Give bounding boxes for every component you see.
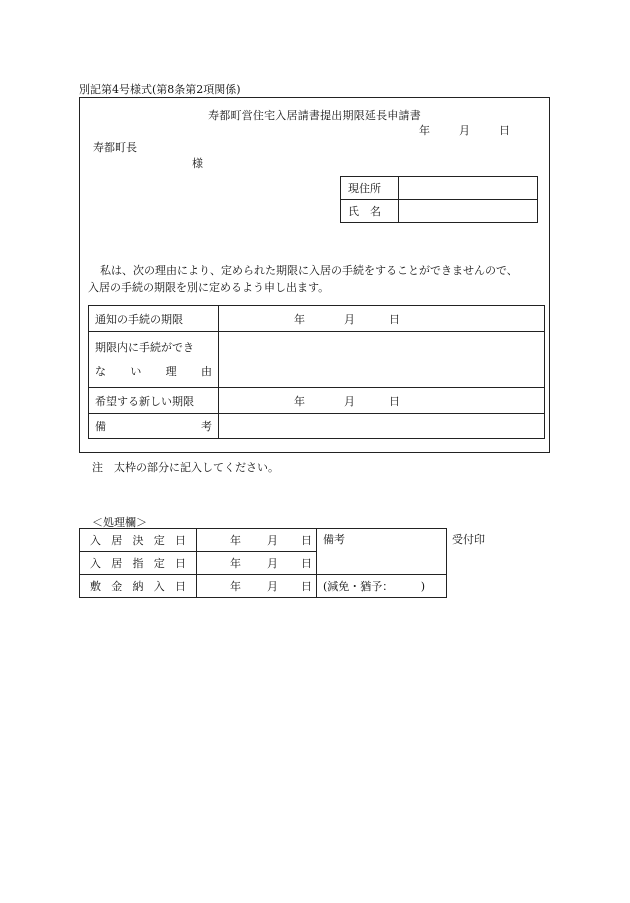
name-field[interactable] bbox=[399, 200, 538, 223]
designated-year-label: 年 bbox=[230, 557, 241, 570]
reason-label-line-2 bbox=[95, 360, 212, 384]
remarks-char-1: 備 bbox=[95, 420, 106, 433]
deposit-month-label: 月 bbox=[267, 580, 278, 593]
desired-day-label: 日 bbox=[389, 394, 400, 408]
deposit-date-label: 敷 金 納 入 日 bbox=[90, 580, 186, 593]
remarks-field[interactable] bbox=[219, 414, 545, 439]
desired-deadline-label: 希望する新しい期限 bbox=[89, 388, 219, 414]
statement-line-1: 私は、次の理由により、定められた期限に入居の手続をすることができませんので、 bbox=[100, 264, 518, 277]
date-month-label: 月 bbox=[459, 124, 470, 137]
deposit-day-label: 日 bbox=[301, 580, 312, 593]
processing-row-label bbox=[80, 575, 197, 598]
decision-date-field[interactable] bbox=[197, 529, 317, 552]
notice-month-label: 月 bbox=[344, 312, 355, 326]
processing-remarks-label: 備考 bbox=[323, 533, 345, 546]
notice-day-label: 日 bbox=[389, 312, 400, 326]
desired-year-label: 年 bbox=[294, 394, 305, 408]
exemption-text: (減免・猶予： ) bbox=[323, 580, 426, 593]
form-reference: 別記第4号様式(第8条第2項関係) bbox=[79, 83, 241, 96]
address-field[interactable] bbox=[399, 177, 538, 200]
processing-remarks-cell[interactable] bbox=[317, 529, 447, 575]
decision-year-label: 年 bbox=[230, 534, 241, 547]
application-form-frame bbox=[79, 97, 550, 453]
deadline-reason-table bbox=[88, 305, 545, 439]
date-day-label: 日 bbox=[499, 124, 510, 137]
exemption-cell[interactable] bbox=[317, 575, 447, 598]
processing-row-label bbox=[80, 529, 197, 552]
honorific: 様 bbox=[192, 157, 203, 170]
decision-date-label: 入 居 決 定 日 bbox=[90, 534, 186, 547]
reason-char-4: 由 bbox=[200, 364, 212, 378]
name-label: 氏 名 bbox=[341, 200, 399, 223]
notice-year-label: 年 bbox=[294, 312, 305, 326]
reason-field[interactable] bbox=[219, 332, 545, 388]
designated-date-field[interactable] bbox=[197, 552, 317, 575]
instruction-note: 注 太枠の部分に記入してください。 bbox=[92, 461, 279, 474]
reason-label bbox=[89, 332, 219, 388]
address-label: 現住所 bbox=[341, 177, 399, 200]
deposit-year-label: 年 bbox=[230, 580, 241, 593]
date-year-label: 年 bbox=[419, 124, 430, 137]
remarks-label bbox=[89, 414, 219, 439]
notice-deadline-label: 通知の手続の期限 bbox=[89, 306, 219, 332]
addressee: 寿都町長 bbox=[93, 141, 137, 154]
designated-month-label: 月 bbox=[267, 557, 278, 570]
reason-char-1: な bbox=[95, 364, 106, 378]
applicant-table bbox=[340, 176, 538, 223]
receipt-stamp-label: 受付印 bbox=[452, 533, 485, 546]
remarks-char-2: 考 bbox=[201, 420, 212, 433]
notice-deadline-field[interactable] bbox=[219, 306, 545, 332]
reason-char-3: 理 bbox=[165, 364, 177, 378]
application-statement bbox=[88, 262, 543, 296]
desired-month-label: 月 bbox=[344, 394, 355, 408]
statement-line-2: 入居の手続の期限を別に定めるよう申し出ます。 bbox=[88, 281, 330, 294]
reason-char-2: い bbox=[130, 364, 142, 378]
processing-row-label bbox=[80, 552, 197, 575]
designated-date-label: 入 居 指 定 日 bbox=[90, 557, 186, 570]
decision-month-label: 月 bbox=[267, 534, 278, 547]
processing-table bbox=[79, 528, 447, 598]
reason-label-line-1: 期限内に手続ができ bbox=[95, 340, 194, 354]
processing-heading: ＜処理欄＞ bbox=[92, 516, 147, 529]
form-title: 寿都町営住宅入居請書提出期限延長申請書 bbox=[208, 109, 421, 122]
deposit-date-field[interactable] bbox=[197, 575, 317, 598]
decision-day-label: 日 bbox=[301, 534, 312, 547]
designated-day-label: 日 bbox=[301, 557, 312, 570]
desired-deadline-field[interactable] bbox=[219, 388, 545, 414]
